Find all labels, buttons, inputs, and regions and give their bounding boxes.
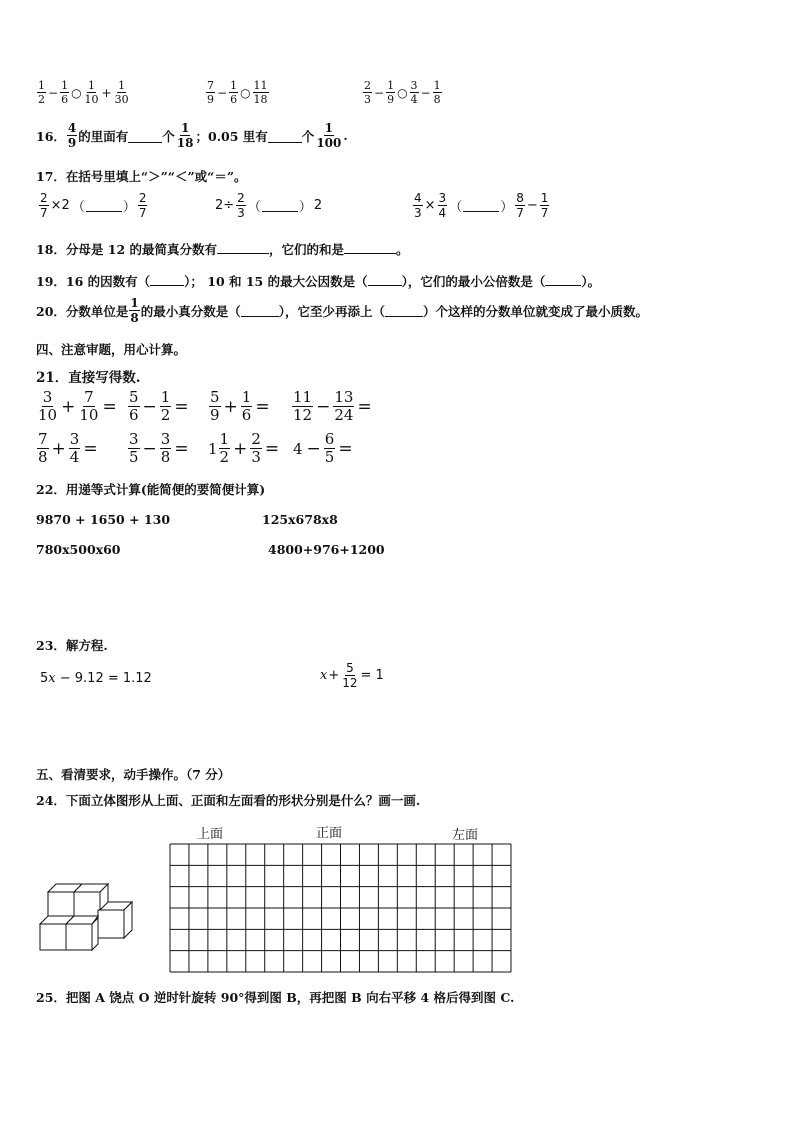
operator: − [217,85,228,100]
numerator: 1 [88,79,96,92]
denominator: 6 [129,406,139,424]
equals-sign: = [83,438,98,459]
denominator: 2 [160,406,171,424]
equals-sign: = [357,396,372,417]
equation-1 [40,671,152,686]
denominator: 7 [540,206,549,220]
numerator: 1 [38,79,45,92]
question-21-title: 21．直接写得数. [36,370,141,386]
denominator: 2 [38,93,45,106]
section-4-heading: 四、注意审题，用心计算。 [36,342,187,357]
numerator: 1 [540,191,549,205]
denominator: 7 [516,206,524,220]
question-24-title: 24．下面立体图形从上面、正面和左面看的形状分别是什么？画一画. [36,793,421,808]
numerator: 3 [410,79,418,92]
numerator: 5 [346,661,354,675]
answer-blank[interactable] [150,273,184,286]
question-text: 的里面有 [78,128,129,144]
denominator: 6 [241,406,252,424]
operator: − [142,438,157,459]
question-text: 的最小真分数是（ [140,303,241,319]
denominator: 8 [160,448,171,466]
numerator: 1 [130,296,139,310]
denominator: 9 [210,406,220,424]
numerator: 1 [180,121,190,135]
denominator: 10 [79,406,99,424]
operator: − [306,438,321,459]
numerator: 1 [160,388,171,406]
paren-right: ） [500,200,514,215]
drawing-grid[interactable] [169,843,512,973]
numerator: 3 [42,388,53,406]
q21-item-5 [36,432,100,465]
denominator: 12 [342,676,358,690]
numerator: 8 [516,191,524,205]
numerator: 3 [129,430,139,448]
numerator: 1 [241,388,252,406]
q22-expression-2: 125x678x8 [262,512,338,527]
question-18 [36,240,409,258]
question-16 [36,122,348,149]
question-text: ；0.05 里有 [195,128,268,144]
numerator: 11 [253,79,268,92]
variable: x [48,671,56,686]
paren-left: （ [71,200,85,215]
denominator: 6 [61,93,69,106]
equation-rest: = 1 [360,668,384,683]
question-text: ）个这样的分数单位就变成了最小质数。 [423,303,649,319]
number: 4 [293,439,303,458]
equals-sign: = [264,438,280,459]
operator: − [316,396,331,417]
denominator: 3 [414,206,422,220]
denominator: 9 [207,93,214,106]
denominator: 10 [84,93,99,106]
question-text: . [343,128,348,143]
equals-sign: = [174,438,189,459]
denominator: 4 [438,206,447,220]
coefficient: 5 [40,671,49,686]
cube-figure [36,880,136,952]
numerator: 1 [230,79,238,92]
denominator: 3 [251,448,261,466]
denominator: 24 [334,406,354,424]
denominator: 8 [38,448,48,466]
numerator: 5 [210,388,220,406]
equals-sign: = [338,438,353,459]
question-text: ，它们的和是 [269,242,345,257]
answer-blank[interactable] [268,128,302,143]
paren-left: （ [449,200,463,215]
question-text: 18．分母是 12 的最简真分数有 [36,242,217,257]
operator: 2÷ [215,198,235,213]
question-23-title: 23．解方程. [36,638,108,653]
numerator: 1 [387,79,395,92]
numerator: 1 [61,79,69,92]
q21-item-4 [291,390,374,423]
equation-rest: − 9.12 = 1.12 [55,671,152,686]
numerator: 11 [293,388,313,406]
denominator: 12 [293,406,313,424]
equation-2 [320,662,385,689]
denominator: 3 [237,206,245,220]
cube-front-face [74,892,100,918]
q22-expression-4: 4800+976+1200 [268,542,385,557]
operator: − [48,85,59,100]
answer-blank[interactable] [368,273,402,286]
equals-sign: = [255,396,270,417]
q21-item-3 [208,390,272,423]
top-expression-1 [36,80,131,105]
operator: + [328,668,340,683]
operator: × [424,198,436,213]
q21-item-2 [127,390,191,423]
operator: − [526,198,538,213]
denominator: 4 [410,93,418,106]
question-22-title: 22．用递等式计算(能简便的要简便计算) [36,482,266,497]
answer-blank[interactable] [217,241,269,254]
variable: x [320,668,328,683]
denominator: 9 [387,93,395,106]
operator: − [142,396,157,417]
operator: − [420,85,431,100]
numerator: 13 [334,388,354,406]
q21-item-8 [291,432,355,465]
denominator: 8 [130,311,139,325]
number: 2 [313,198,323,213]
numerator: 1 [433,79,441,92]
operator: + [101,85,112,100]
q21-item-1 [36,390,119,423]
answer-blank[interactable] [545,273,581,286]
denominator: 8 [433,93,441,106]
question-17b [214,192,323,219]
operator: + [51,438,66,459]
numerator: 2 [40,191,48,205]
section-5-heading: 五、看清要求，动手操作。（7 分） [36,767,231,782]
denominator: 9 [67,136,77,150]
question-text: 个 [301,128,315,144]
paren-left: （ [247,200,261,215]
answer-blank[interactable] [463,199,499,212]
numerator: 1 [118,79,126,92]
denominator: 2 [219,448,230,466]
equals-sign: = [174,396,189,417]
paren-right: ） [298,200,312,215]
top-expression-2 [205,80,270,105]
denominator: 5 [129,448,139,466]
cube-front-face [98,910,124,938]
top-expression-3 [362,80,443,105]
numerator: 7 [84,388,94,406]
denominator: 100 [316,136,342,150]
numerator: 2 [364,79,371,92]
label-front-view: 正面 [316,826,343,841]
operator: + [61,396,76,417]
label-top-view: 上面 [197,827,224,842]
denominator: 10 [38,406,58,424]
cube-front-face [66,924,92,950]
answer-blank[interactable] [344,241,396,254]
denominator: 7 [40,206,48,220]
question-17c [412,192,550,219]
q22-expression-1: 9870 + 1650 + 130 [36,512,171,527]
question-20 [36,297,648,324]
numerator: 3 [438,191,447,205]
question-19 [36,272,600,290]
numerator: 7 [207,79,214,92]
cube-front-face [40,924,66,950]
compare-circle[interactable]: ○ [397,85,408,100]
question-number: 16． [36,128,66,144]
denominator: 30 [114,93,129,106]
numerator: 3 [69,430,80,448]
question-text: 20．分数单位是 [36,303,129,319]
answer-blank[interactable] [128,128,162,143]
denominator: 6 [230,93,238,106]
cube-front-face [48,892,74,918]
numerator: 3 [160,430,171,448]
question-25-title: 25．把图 A 饶点 O 逆时针旋转 90°得到图 B，再把图 B 向右平移 4 格后得到图 C. [36,990,515,1005]
question-17-title: 17．在括号里填上“＞”“＜”或“＝”。 [36,169,247,184]
question-text: ）； 10 和 15 的最大公因数是（ [184,274,368,289]
label-left-view: 左面 [452,828,479,843]
denominator: 5 [324,448,335,466]
equals-sign: = [102,396,117,417]
numerator: 4 [67,121,77,135]
compare-circle[interactable]: ○ [240,85,251,100]
operator: ×2 [50,198,70,213]
compare-circle[interactable]: ○ [71,85,82,100]
operator: − [374,85,385,100]
numerator: 7 [38,430,48,448]
numerator: 1 [324,121,334,135]
question-text: ）。 [581,274,601,289]
question-text: 19．16 的因数有（ [36,274,151,289]
operator: + [223,396,238,417]
numerator: 2 [251,430,261,448]
question-text: 。 [396,242,409,257]
numerator: 1 [219,430,230,448]
operator: + [233,438,248,459]
question-17a [38,192,148,219]
answer-blank[interactable] [385,304,423,317]
numerator: 2 [237,191,245,205]
denominator: 4 [69,448,80,466]
q21-item-6 [127,432,191,465]
q22-expression-3: 780x500x60 [36,542,121,557]
cube-side-face [92,918,98,950]
whole-number: 1 [208,439,218,458]
q21-item-7 [208,432,281,465]
numerator: 5 [129,388,139,406]
numerator: 4 [414,191,422,205]
numerator: 2 [138,191,147,205]
paren-right: ） [122,200,136,215]
question-text: 个 [162,128,175,144]
denominator: 18 [253,93,268,106]
answer-blank[interactable] [86,199,122,212]
denominator: 18 [176,136,194,150]
denominator: 7 [138,206,147,220]
question-text: ），它至少再添上（ [278,303,386,319]
denominator: 3 [364,93,371,106]
answer-blank[interactable] [262,199,298,212]
question-text: ），它们的最小公倍数是（ [401,274,546,289]
numerator: 6 [324,430,335,448]
answer-blank[interactable] [241,304,279,317]
